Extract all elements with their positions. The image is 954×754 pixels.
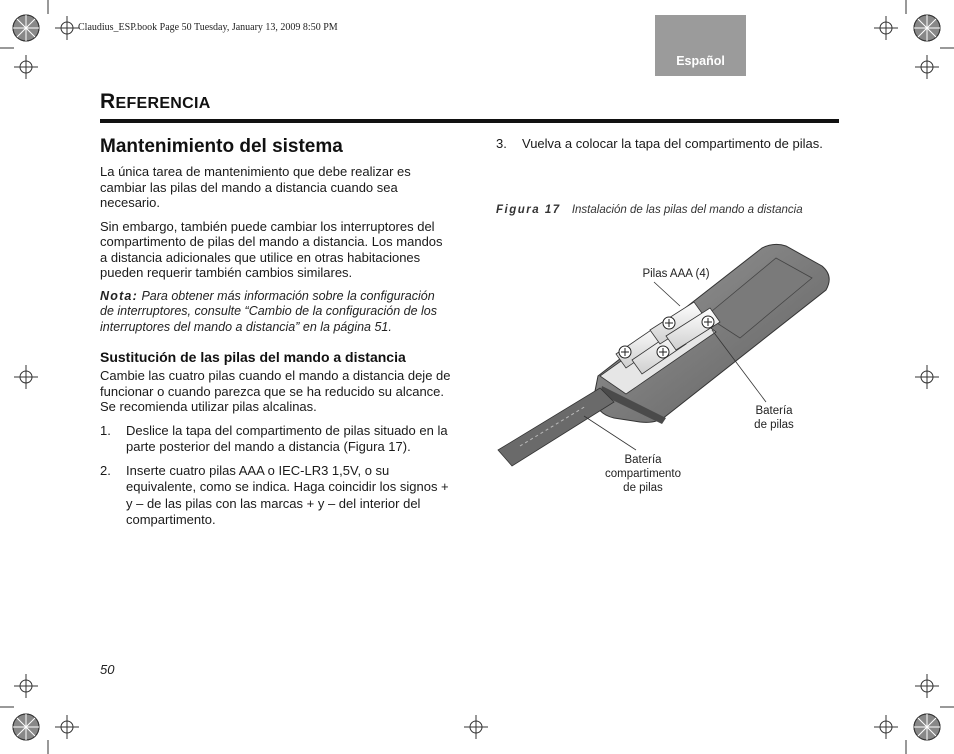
crosshair-icon bbox=[915, 365, 939, 389]
callout-line: de pilas bbox=[754, 419, 794, 431]
callout-compartment bbox=[593, 453, 693, 495]
callout-line: Batería bbox=[624, 454, 662, 466]
callout-battery bbox=[734, 404, 814, 432]
section-rule bbox=[100, 119, 839, 123]
crosshair-icon bbox=[464, 715, 488, 739]
list-item bbox=[496, 136, 826, 153]
callout-batteries: Pilas AAA (4) bbox=[642, 268, 710, 280]
note bbox=[100, 289, 452, 336]
left-column bbox=[100, 136, 452, 536]
crosshair-icon bbox=[55, 16, 79, 40]
callout-line: de pilas bbox=[623, 482, 663, 494]
list-item bbox=[100, 423, 452, 456]
crosshair-icon bbox=[55, 715, 79, 739]
step-text: Inserte cuatro pilas AAA o IEC-LR3 1,5V, o su equivalente, como se indica. Haga coincidir los signos + y – de las pilas con las marcas + y – del interior del compartimento. bbox=[126, 462, 449, 527]
right-column bbox=[496, 136, 826, 160]
step-number: 3. bbox=[496, 136, 507, 151]
figure-label: Figura 17 bbox=[496, 204, 561, 216]
steps-list-continued bbox=[496, 136, 826, 153]
crosshair-icon bbox=[14, 365, 38, 389]
paragraph-3: Cambie las cuatro pilas cuando el mando a distancia deje de funcionar o cuando parezca que se ha reducido su alcance. Se recomienda utilizar pilas alcalinas. bbox=[100, 368, 451, 414]
corner-sunburst-icon bbox=[13, 714, 39, 740]
section-title bbox=[100, 90, 211, 114]
print-header-line: Claudius_ESP.book Page 50 Tuesday, January 13, 2009 8:50 PM bbox=[78, 22, 338, 33]
step-number: 2. bbox=[100, 462, 111, 478]
crosshair-icon bbox=[874, 715, 898, 739]
callout-line: Batería bbox=[755, 405, 793, 417]
language-tab: Español bbox=[655, 15, 746, 76]
crosshair-icon bbox=[14, 674, 38, 698]
step-text: Vuelva a colocar la tapa del compartimento de pilas. bbox=[522, 136, 823, 151]
callout-line: compartimento bbox=[604, 468, 682, 480]
note-label: Nota: bbox=[100, 288, 138, 303]
crosshair-icon bbox=[915, 55, 939, 79]
step-text: Deslice la tapa del compartimento de pilas situado en la parte posterior del mando a distancia (Figura 17). bbox=[126, 422, 448, 454]
paragraph-1: La única tarea de mantenimiento que debe realizar es cambiar las pilas del mando a distancia cuando sea necesario. bbox=[100, 164, 411, 210]
step-number: 1. bbox=[100, 422, 111, 438]
corner-sunburst-icon bbox=[914, 714, 940, 740]
paragraph-2: Sin embargo, también puede cambiar los interruptores del compartimento de pilas del mando a distancia. Los mandos a distancia adicionales que utilice en otras habitaciones pueden requerir también cambios similares. bbox=[100, 218, 443, 280]
crosshair-icon bbox=[915, 674, 939, 698]
heading-sustitucion: Sustitución de las pilas del mando a distancia bbox=[100, 349, 406, 365]
figure-caption bbox=[496, 204, 803, 216]
steps-list bbox=[100, 423, 452, 529]
note-text: Para obtener más información sobre la configuración de interruptores, consulte “Cambio de la configuración de los interruptores del mando a distancia” en la página 51. bbox=[100, 288, 437, 334]
heading-mantenimiento: Mantenimiento del sistema bbox=[100, 136, 343, 157]
crosshair-icon bbox=[14, 55, 38, 79]
list-item bbox=[100, 463, 452, 529]
section-title-initial: R bbox=[100, 90, 116, 113]
crosshair-icon bbox=[874, 16, 898, 40]
section-title-rest: EFERENCIA bbox=[115, 95, 211, 112]
page-number: 50 bbox=[100, 662, 115, 677]
corner-sunburst-icon bbox=[914, 15, 940, 41]
figure-title: Instalación de las pilas del mando a distancia bbox=[571, 204, 803, 216]
corner-sunburst-icon bbox=[13, 15, 39, 41]
